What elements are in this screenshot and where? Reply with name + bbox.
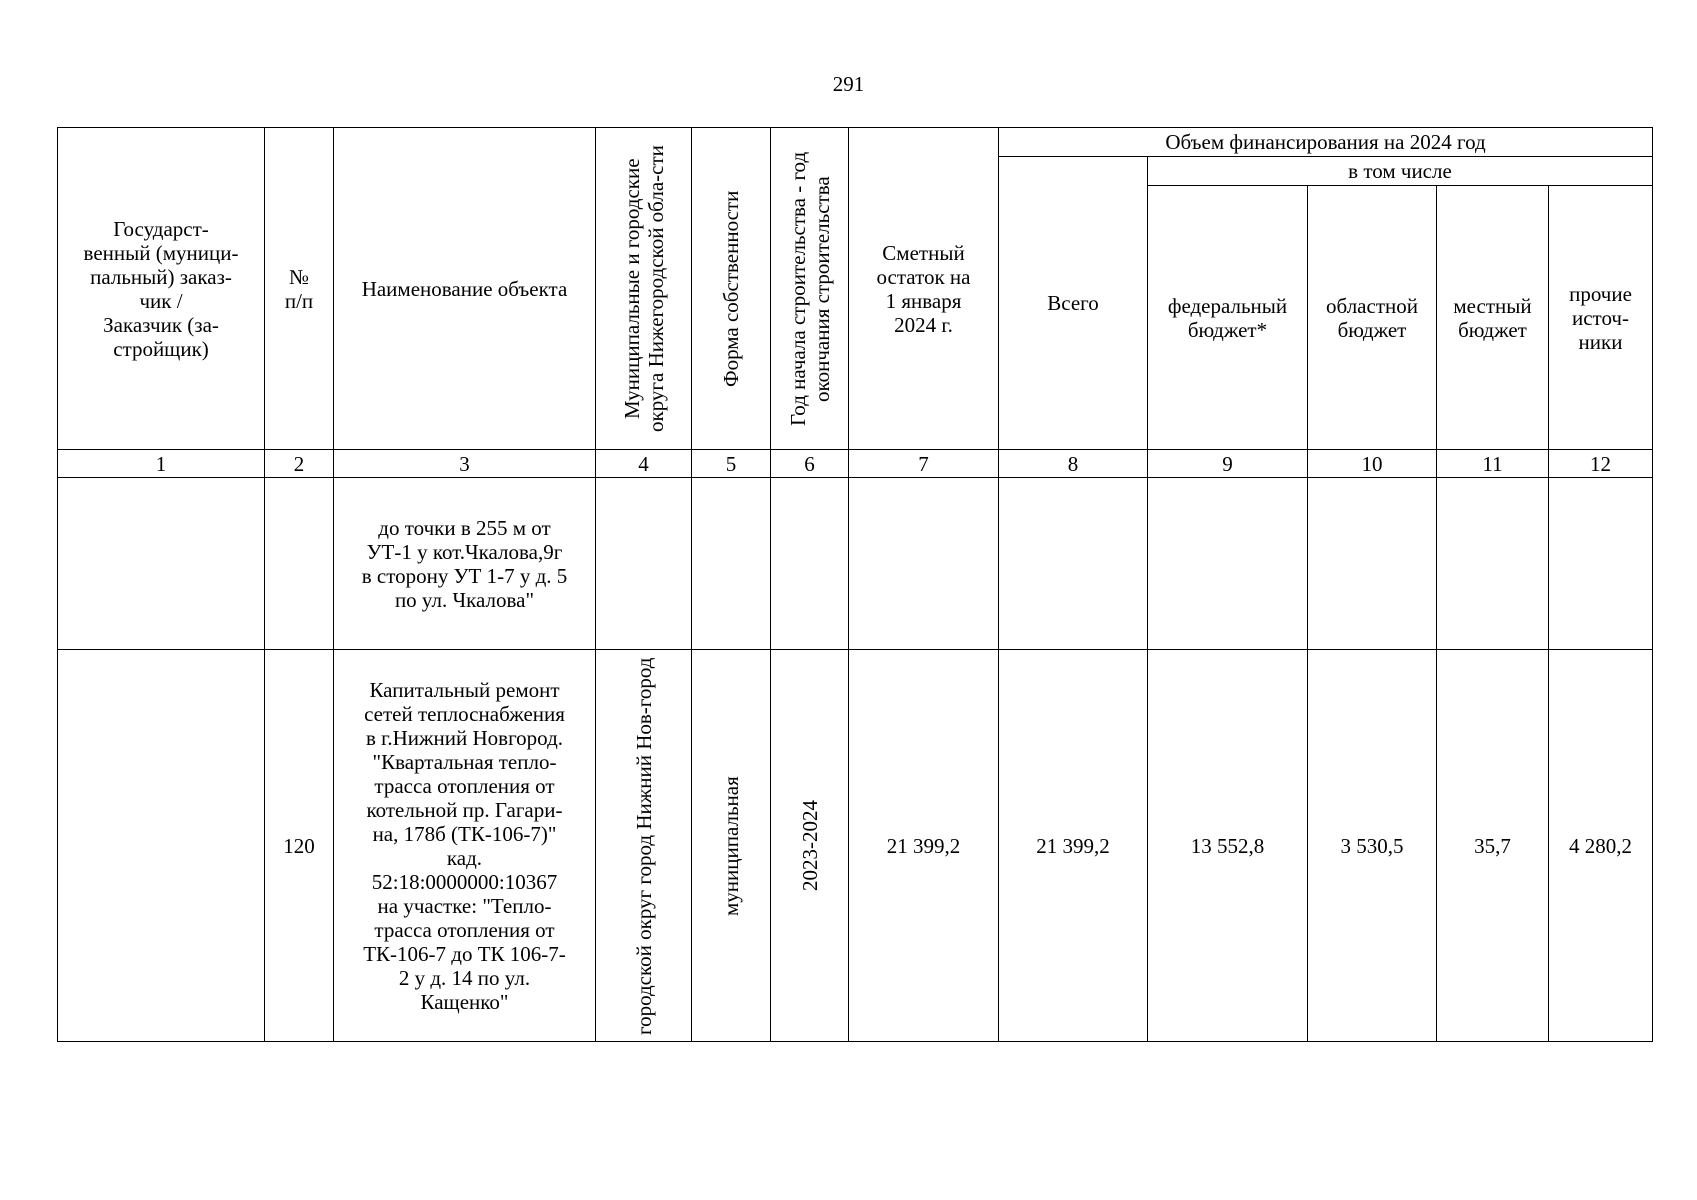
cell-federal: 13 552,8 [1148,650,1308,1042]
header-other: прочие источ- ники [1549,186,1653,450]
cell-estimated-balance [849,478,999,650]
cell-object-name [334,650,596,1042]
cell-customer [58,478,265,650]
header-estimated-balance: Сметный остаток на 1 января 2024 г. [849,128,999,450]
object-name-line: до точки в 255 м от [378,515,551,540]
column-number: 1 [58,450,265,478]
header-customer: Государст- венный (муници- пальный) заказ- чик / Заказчик (за- стройщик) [58,128,265,450]
header-funding-group: Объем финансирования на 2024 год [999,128,1653,157]
object-name-line: сетей теплоснабжения [364,701,565,726]
header-local: местный бюджет [1437,186,1549,450]
cell-number [265,478,334,650]
column-number: 12 [1549,450,1653,478]
cell-other: 4 280,2 [1549,650,1653,1042]
years-text: 2023-2024 [797,800,822,891]
object-name-line: трасса отопления от [374,773,555,798]
header-federal: федеральный бюджет* [1148,186,1308,450]
header-number: № п/п [265,128,334,450]
object-name-line: Кащенко" [420,989,509,1014]
object-name-line: по ул. Чкалова" [394,587,535,612]
column-number: 8 [999,450,1148,478]
cell-regional: 3 530,5 [1308,650,1437,1042]
cell-federal [1148,478,1308,650]
cell-ownership [692,478,771,650]
header-row-1 [58,128,1653,157]
header-object-name: Наименование объекта [334,128,596,450]
column-number: 2 [265,450,334,478]
object-name-line: 2 у д. 14 по ул. [398,965,531,990]
cell-customer [58,650,265,1042]
cell-estimated-balance: 21 399,2 [849,650,999,1042]
column-number: 7 [849,450,999,478]
cell-years [771,650,849,1042]
header-municipality [596,128,692,450]
cell-local: 35,7 [1437,650,1549,1042]
object-name-line: котельной пр. Гагари- [366,797,563,822]
header-total: Всего [999,157,1148,450]
municipality-text: городской округ город Нижний Нов-город [631,656,656,1035]
object-name-line: в г.Нижний Новгород. [365,725,564,750]
cell-total [999,478,1148,650]
column-number: 4 [596,450,692,478]
column-number: 6 [771,450,849,478]
object-name-line: "Квартальная тепло- [372,749,557,774]
object-name-line: 52:18:0000000:10367 [371,869,558,894]
object-name-line: на, 178б (ТК-106-7)" [372,821,557,846]
cell-ownership [692,650,771,1042]
object-name-line: Капитальный ремонт [369,677,560,702]
object-name-line: ТК-106-7 до ТК 106-7- [363,941,566,966]
column-number: 9 [1148,450,1308,478]
cell-number: 120 [265,650,334,1042]
header-years-text: Год начала строительства - год окончания строительства [785,151,834,426]
column-number: 5 [692,450,771,478]
object-name-line: в сторону УТ 1-7 у д. 5 [361,563,568,588]
cell-years [771,478,849,650]
construction-financing-table [57,127,1653,1042]
header-municipality-text: Муниципальные и городские округа Нижегородской обла-сти [619,145,668,432]
column-number: 10 [1308,450,1437,478]
column-number-row [58,450,1653,478]
cell-regional [1308,478,1437,650]
column-number: 11 [1437,450,1549,478]
cell-other [1549,478,1653,650]
object-name-line: на участке: "Тепло- [377,893,552,918]
header-regional: областной бюджет [1308,186,1437,450]
header-including-group: в том числе [1148,157,1653,186]
cell-total: 21 399,2 [999,650,1148,1042]
page-number: 291 [832,72,865,96]
object-name-line: УТ-1 у кот.Чкалова,9г [366,539,563,564]
header-years [771,128,849,450]
cell-object-name [334,478,596,650]
column-number: 3 [334,450,596,478]
table-row [58,650,1653,1042]
header-ownership [692,128,771,450]
cell-municipality [596,650,692,1042]
object-name-line: кад. [446,845,483,870]
ownership-text: муниципальная [719,775,743,916]
table-row [58,478,1653,650]
cell-municipality [596,478,692,650]
cell-local [1437,478,1549,650]
header-ownership-text: Форма собственности [719,190,743,387]
object-name-line: трасса отопления от [374,917,555,942]
